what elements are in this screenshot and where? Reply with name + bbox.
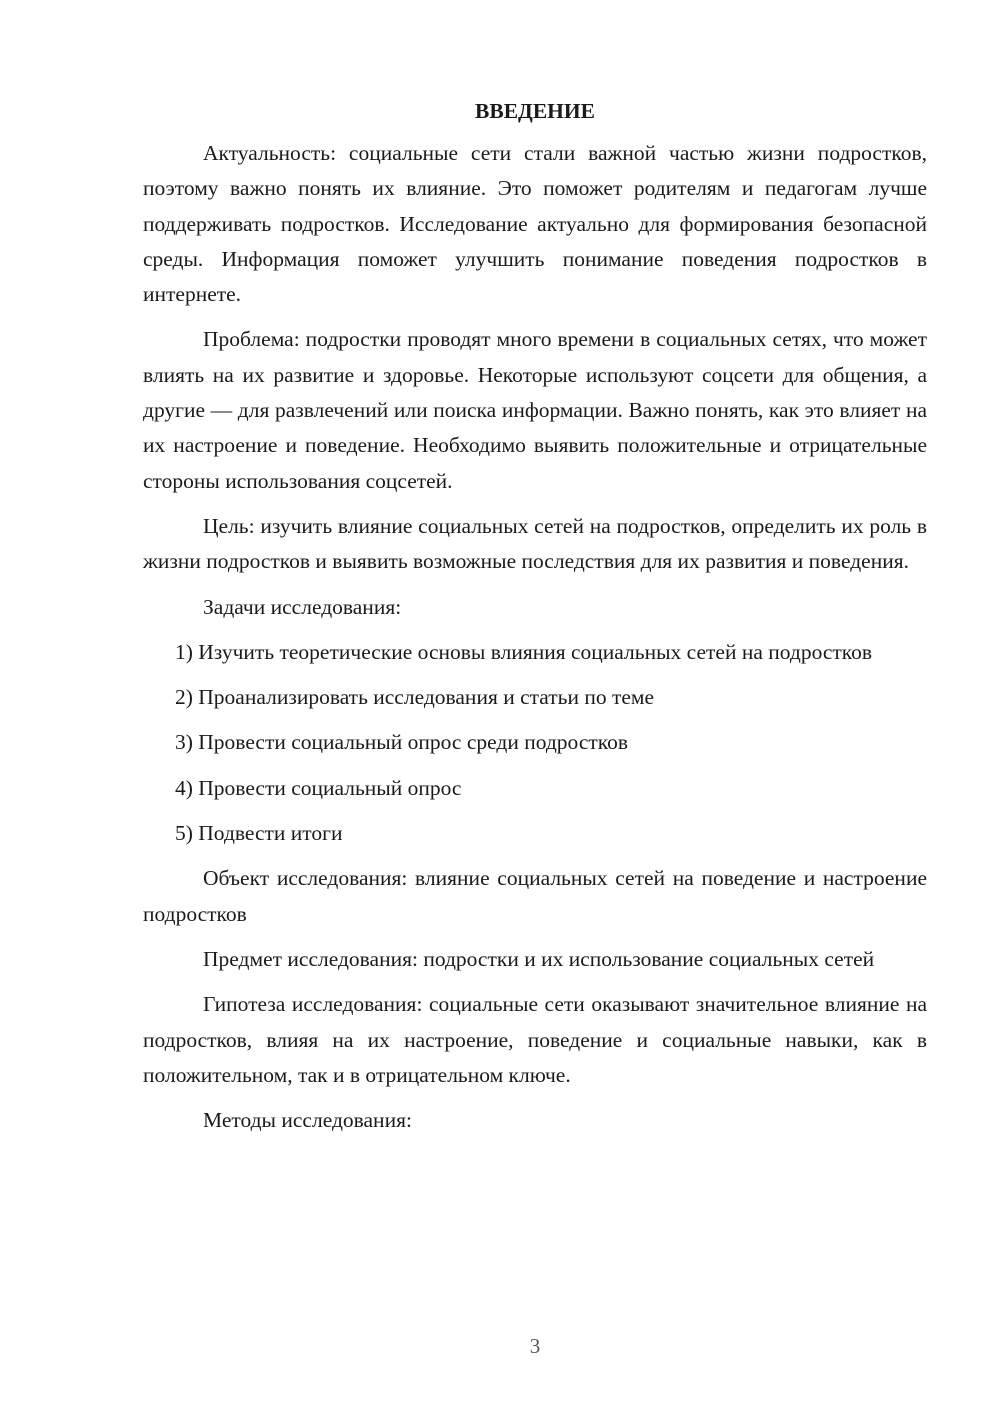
goal-paragraph: Цель: изучить влияние социальных сетей на подростков, определить их роль в жизни подростков и выявить возможные последствия для их развития и поведения.: [143, 513, 927, 574]
task-item-1: 1) Изучить теоретические основы влияния социальных сетей на подростков: [175, 639, 873, 664]
object-paragraph: Объект исследования: влияние социальных сетей на поведение и настроение подростков: [143, 866, 927, 926]
section-title: ВВЕДЕНИЕ: [475, 99, 595, 123]
task-item-5: 5) Подвести итоги: [175, 821, 343, 846]
page-content: [143, 96, 927, 1148]
problem-paragraph: Проблема: подростки проводят много времени в социальных сетях, что может влиять на их развитие и здоровье. Некоторые используют соцсети для общения, а другие — для развлечений или поиска информации. Важно понять, как это влияет на их настроение и поведение. Необходимо выявить положительные и отрицательные стороны использования соцсетей.: [143, 327, 927, 493]
task-item-4: 4) Провести социальный опрос: [175, 775, 462, 800]
tasks-heading: Задачи исследования:: [203, 594, 402, 619]
task-item-2: 2) Проанализировать исследования и статьи по теме: [175, 685, 655, 710]
task-item-3: 3) Провести социальный опрос среди подростков: [175, 730, 629, 755]
subject-paragraph: Предмет исследования: подростки и их использование социальных сетей: [203, 946, 875, 971]
page-number: 3: [529, 1334, 541, 1358]
methods-paragraph: Методы исследования:: [203, 1108, 412, 1133]
relevance-paragraph: Актуальность: социальные сети стали важной частью жизни подростков, поэтому важно понять их влияние. Это поможет родителям и педагогам лучше поддерживать подростков. Исследование актуально для формирования безопасной среды. Информация поможет улучшить понимание поведения подростков в интернете.: [143, 141, 927, 307]
hypothesis-paragraph: Гипотеза исследования: социальные сети оказывают значительное влияние на подростков, влияя на их настроение, поведение и социальные навыки, как в положительном, так и в отрицательном ключе.: [143, 992, 927, 1087]
